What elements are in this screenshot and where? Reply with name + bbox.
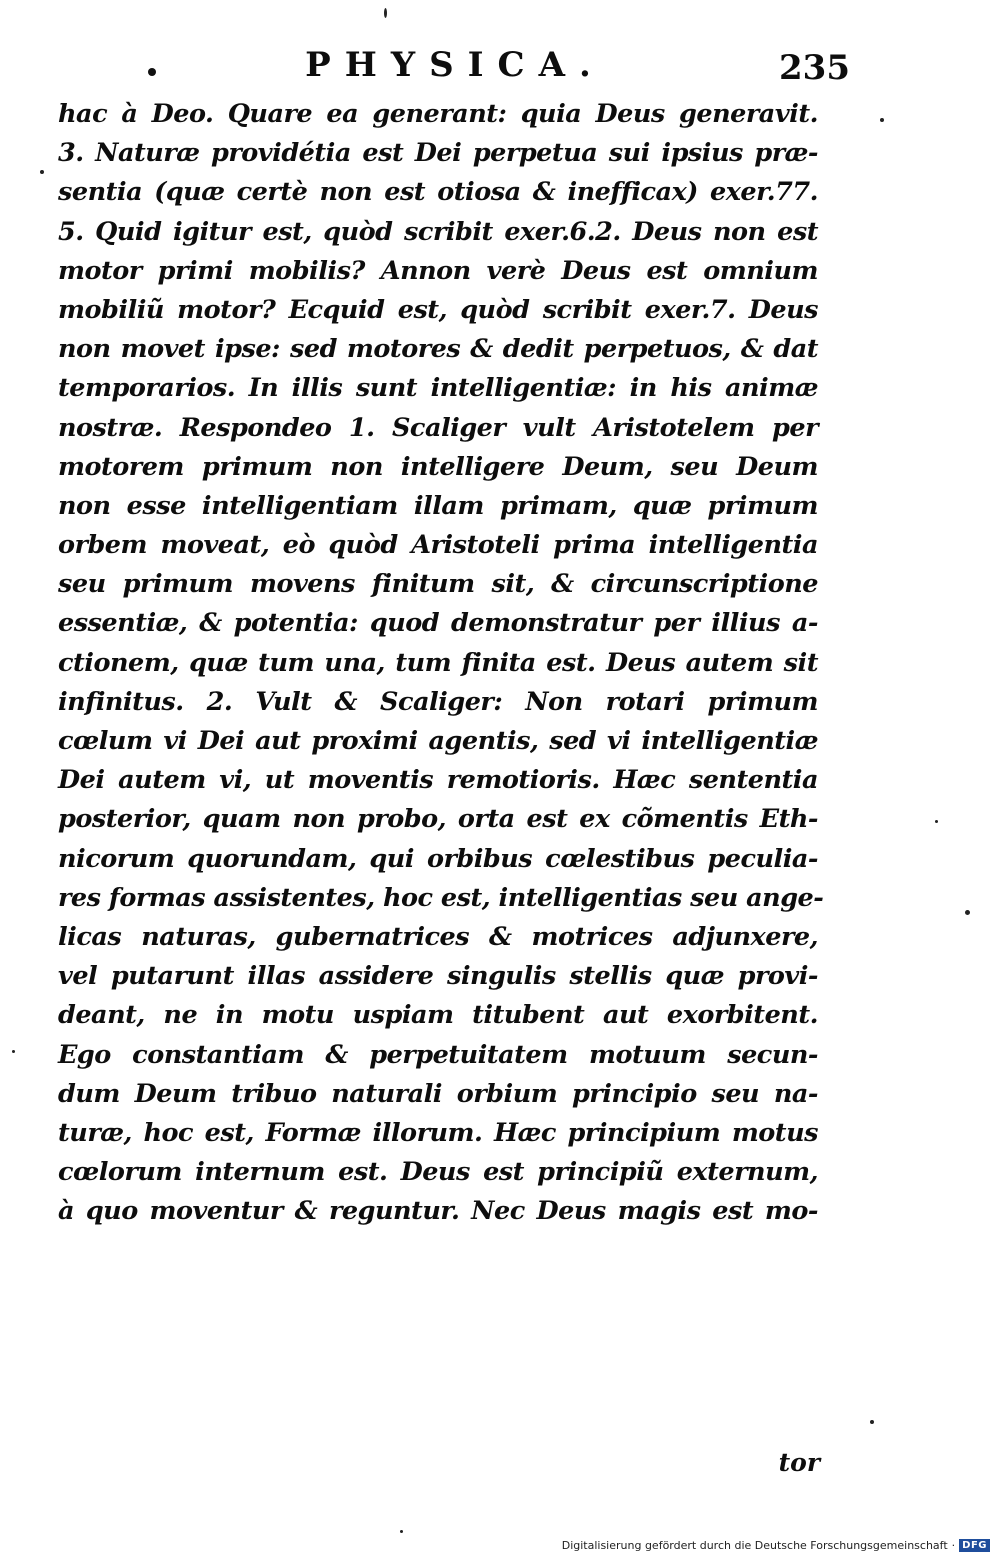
page-header <box>60 40 850 90</box>
text-line: mobiliũ motor? Ecquid est, quòd scribit exer.7. Deus <box>58 294 818 325</box>
ink-speck <box>400 1530 403 1533</box>
page-number: 235 <box>779 48 850 88</box>
text-line: 3. Naturæ providétia est Dei perpetua sui ipsius præ- <box>58 138 818 169</box>
digitization-footer <box>562 1536 990 1554</box>
text-line: Dei autem vi, ut moventis remotioris. Hæc sententia <box>58 765 818 796</box>
ink-speck <box>384 8 387 18</box>
text-line: sentia (quæ certè non est otiosa & inefficax) exer.77. <box>58 177 818 208</box>
text-line: posterior, quam non probo, orta est ex cõmentis Eth- <box>58 804 818 835</box>
text-line: motorem primum non intelligere Deum, seu Deum <box>58 451 818 482</box>
text-line: motor primi mobilis? Annon verè Deus est omnium <box>58 255 818 286</box>
text-line: seu primum movens finitum sit, & circunscriptione <box>58 569 818 600</box>
text-line: temporarios. In illis sunt intelligentiæ: in his animæ <box>58 373 818 404</box>
text-line: nicorum quorundam, qui orbibus cœlestibus peculia- <box>58 843 818 874</box>
text-line: dum Deum tribuo naturali orbium principio seu na- <box>58 1078 818 1109</box>
text-line: essentiæ, & potentia: quod demonstratur per illius a- <box>58 608 818 639</box>
running-title: PHYSICA. <box>305 45 605 85</box>
text-line: vel putarunt illas assidere singulis stellis quæ provi- <box>58 961 818 992</box>
text-line: Ego constantiam & perpetuitatem motuum secun- <box>58 1039 818 1070</box>
footer-separator: · <box>951 1538 956 1552</box>
text-line: cœlum vi Dei aut proximi agentis, sed vi intelligentiæ <box>58 726 818 756</box>
body-text <box>58 95 824 1231</box>
text-line: deant, ne in motu uspiam titubent aut exorbitent. <box>58 1000 818 1031</box>
text-line: hac à Deo. Quare ea generant: quia Deus generavit. <box>58 99 818 129</box>
text-line: non esse intelligentiam illam primam, quæ primum <box>58 490 818 521</box>
text-line: nostræ. Respondeo 1. Scaliger vult Aristotelem per <box>58 412 818 443</box>
dfg-logo: DFG <box>959 1539 990 1552</box>
catchword: tor <box>778 1448 820 1477</box>
ink-speck <box>870 1420 874 1424</box>
ink-speck <box>965 910 970 915</box>
text-line: turæ, hoc est, Formæ illorum. Hæc principium motus <box>58 1117 818 1148</box>
text-line: licas naturas, gubernatrices & motrices adjunxere, <box>58 921 818 952</box>
ink-speck <box>40 170 44 174</box>
ink-speck <box>935 820 938 823</box>
text-line: 5. Quid igitur est, quòd scribit exer.6.2. Deus non est <box>58 216 818 247</box>
text-line: infinitus. 2. Vult & Scaliger: Non rotari primum <box>58 686 818 717</box>
ink-speck <box>12 1050 15 1053</box>
ink-speck <box>880 118 884 122</box>
text-line: cœlorum internum est. Deus est principiũ externum, <box>58 1157 818 1188</box>
footer-credit: Digitalisierung gefördert durch die Deutsche Forschungsgemeinschaft <box>561 1538 948 1552</box>
text-line: orbem moveat, eò quòd Aristoteli prima intelligentia <box>58 530 818 561</box>
text-line: à quo moventur & reguntur. Nec Deus magis est mo- <box>58 1196 818 1227</box>
text-line: non movet ipse: sed motores & dedit perpetuos, & dat <box>58 334 818 365</box>
text-line: res formas assistentes, hoc est, intelligentias seu ange- <box>58 882 824 913</box>
text-line: ctionem, quæ tum una, tum finita est. Deus autem sit <box>58 647 818 678</box>
